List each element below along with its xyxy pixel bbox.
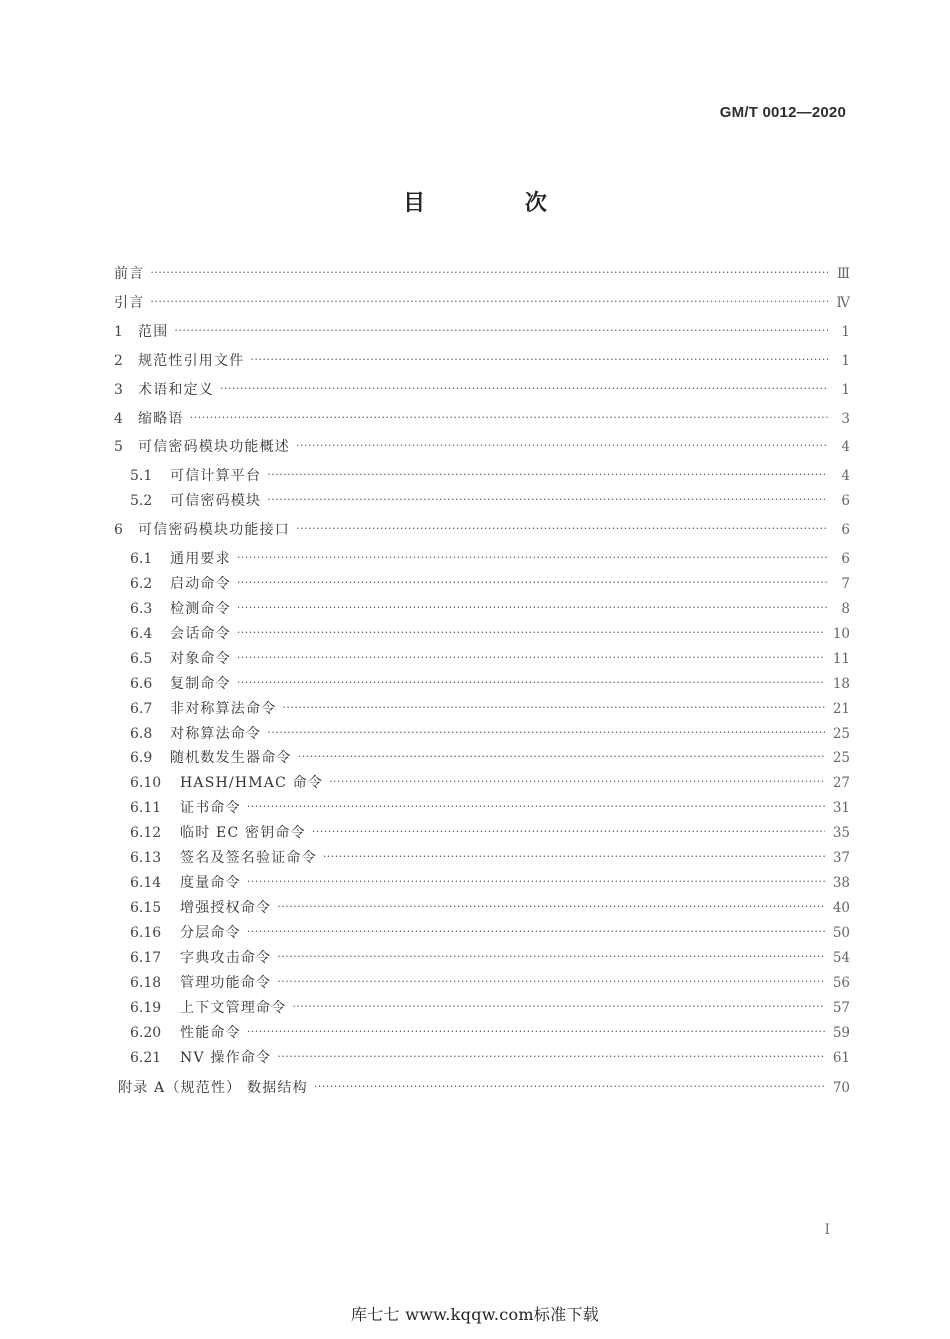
dot-leader — [247, 1025, 825, 1038]
toc-entry-number: 6.2 — [130, 576, 153, 592]
page-title: 目 次 — [403, 191, 593, 216]
toc-entry-number: 4 — [114, 411, 123, 427]
toc-entry-number: 3 — [114, 382, 123, 398]
toc-entry-label: 对象命令 — [170, 651, 231, 667]
toc-entry-number: 6.20 — [130, 1025, 162, 1041]
toc-entry-5-1[interactable] — [0, 465, 850, 487]
toc-entry-number: 6.6 — [130, 676, 153, 692]
dot-leader — [277, 1050, 825, 1063]
toc-entry-number: 2 — [114, 353, 123, 369]
toc-entry-number: 6.5 — [130, 651, 153, 667]
toc-entry-page: Ⅲ — [836, 266, 850, 282]
dot-leader — [277, 975, 825, 988]
toc-entry-label: 术语和定义 — [138, 382, 214, 398]
toc-entry-number: 6.21 — [130, 1050, 162, 1066]
toc-entry-number: 6.1 — [130, 551, 153, 567]
toc-entry-appendix-a[interactable] — [0, 1077, 850, 1099]
toc-entry-number: 6.19 — [130, 1000, 162, 1016]
toc-entry-2[interactable] — [0, 350, 850, 372]
toc-entry-6-9[interactable] — [0, 747, 850, 769]
dot-leader — [312, 825, 825, 838]
toc-entry-label: 缩略语 — [138, 411, 184, 427]
toc-entry-number: 6.3 — [130, 601, 153, 617]
toc-entry-number: 6.10 — [130, 775, 162, 791]
toc-entry-label: 性能命令 — [180, 1025, 241, 1041]
toc-entry-number: 5 — [114, 439, 123, 455]
toc-entry-label: 可信密码模块 — [170, 493, 262, 509]
toc-entry-4[interactable] — [0, 408, 850, 430]
dot-leader — [174, 324, 828, 337]
toc-entry-page: 1 — [841, 382, 850, 398]
toc-entry-label: 管理功能命令 — [180, 975, 272, 991]
dot-leader — [190, 411, 828, 424]
toc-entry-label: 非对称算法命令 — [170, 701, 277, 717]
toc-entry-page: 4 — [841, 468, 850, 484]
toc-entry-page: 11 — [832, 651, 850, 667]
toc-entry-6-1[interactable] — [0, 548, 850, 570]
dot-leader — [237, 601, 828, 614]
toc-entry-6-19[interactable] — [0, 997, 850, 1019]
dot-leader — [237, 676, 825, 689]
toc-entry-page: 18 — [832, 676, 850, 692]
toc-entry-number: 6.13 — [130, 850, 162, 866]
toc-entry-label: 上下文管理命令 — [180, 1000, 287, 1016]
toc-entry-number: 6.17 — [130, 950, 162, 966]
toc-entry-page: 3 — [841, 411, 850, 427]
toc-entry-label: NV 操作命令 — [180, 1050, 272, 1066]
toc-entry-page: 57 — [832, 1000, 850, 1016]
toc-entry-page: 8 — [841, 601, 850, 617]
toc-entry-6-20[interactable] — [0, 1022, 850, 1044]
toc-entry-label: 度量命令 — [180, 875, 241, 891]
dot-leader — [277, 900, 825, 913]
toc-entry-page: 38 — [832, 875, 850, 891]
toc-entry-page: 59 — [832, 1025, 850, 1041]
dot-leader — [277, 950, 825, 963]
toc-entry-label: 对称算法命令 — [170, 726, 262, 742]
toc-entry-page: 6 — [841, 551, 850, 567]
toc-entry-label: 签名及签名验证命令 — [180, 850, 317, 866]
toc-entry-page: 61 — [832, 1050, 850, 1066]
dot-leader — [237, 551, 828, 564]
toc-entry-label: 字典攻击命令 — [180, 950, 272, 966]
toc-entry-page: 1 — [841, 324, 850, 340]
toc-entry-6-6[interactable] — [0, 673, 850, 695]
dot-leader — [247, 800, 825, 813]
toc-entry-number: 6.15 — [130, 900, 162, 916]
toc-entry-label: 随机数发生器命令 — [170, 750, 292, 766]
standard-code: GM/T 0012—2020 — [719, 104, 846, 121]
toc-entry-number: 6.7 — [130, 701, 153, 717]
toc-entry-6-15[interactable] — [0, 897, 850, 919]
dot-leader — [150, 266, 828, 279]
dot-leader — [150, 295, 828, 308]
toc-entry-page: 21 — [832, 701, 850, 717]
dot-leader — [220, 382, 828, 395]
dot-leader — [237, 651, 825, 664]
toc-entry-page: 7 — [841, 576, 850, 592]
toc-entry-page: 1 — [841, 353, 850, 369]
toc-entry-6-17[interactable] — [0, 947, 850, 969]
dot-leader — [282, 701, 824, 714]
page-number: I — [824, 1222, 830, 1238]
toc-entry-page: 27 — [832, 775, 850, 791]
toc-entry-label: 检测命令 — [170, 601, 231, 617]
toc-entry-page: 37 — [832, 850, 850, 866]
toc-entry-number: 6 — [114, 522, 123, 538]
toc-entry-label: 通用要求 — [170, 551, 231, 567]
toc-entry-label: 附录 A（规范性） 数据结构 — [118, 1080, 308, 1096]
dot-leader — [247, 875, 825, 888]
toc-entry-number: 6.14 — [130, 875, 162, 891]
toc-entry-1[interactable] — [0, 321, 850, 343]
toc-entry-6-21[interactable] — [0, 1047, 850, 1069]
toc-entry-page: 40 — [832, 900, 850, 916]
toc-entry-page: 50 — [832, 925, 850, 941]
dot-leader — [247, 925, 825, 938]
toc-entry-label: 范围 — [138, 324, 169, 340]
dot-leader — [250, 353, 828, 366]
toc-entry-page: 54 — [832, 950, 850, 966]
toc-entry-6-14[interactable] — [0, 872, 850, 894]
toc-entry-number: 6.12 — [130, 825, 162, 841]
toc-entry-label: 规范性引用文件 — [138, 353, 245, 369]
dot-leader — [237, 576, 828, 589]
toc-entry-label: 增强授权命令 — [180, 900, 272, 916]
dot-leader — [296, 522, 828, 535]
toc-entry-number: 5.2 — [130, 493, 153, 509]
toc-entry-3[interactable] — [0, 379, 850, 401]
toc-entry-6-16[interactable] — [0, 922, 850, 944]
toc-entry-6-10[interactable] — [0, 772, 850, 794]
toc-entry-number: 5.1 — [130, 468, 153, 484]
toc-entry-6-18[interactable] — [0, 972, 850, 994]
toc-entry-6-12[interactable] — [0, 822, 850, 844]
toc-entry-page: 25 — [832, 726, 850, 742]
toc-entry-preface[interactable] — [0, 263, 850, 285]
dot-leader — [329, 775, 825, 788]
dot-leader — [292, 1000, 824, 1013]
toc-entry-page: 10 — [832, 626, 850, 642]
dot-leader — [323, 850, 825, 863]
toc-entry-6-2[interactable] — [0, 573, 850, 595]
toc-entry-label: 启动命令 — [170, 576, 231, 592]
toc-entry-label: HASH/HMAC 命令 — [180, 775, 324, 791]
dot-leader — [296, 439, 828, 452]
toc-entry-label: 会话命令 — [170, 626, 231, 642]
toc-entry-number: 6.18 — [130, 975, 162, 991]
toc-entry-label: 可信计算平台 — [170, 468, 262, 484]
toc-entry-label: 证书命令 — [180, 800, 241, 816]
watermark-footer: 库七七 www.kqqw.com标准下载 — [350, 1305, 600, 1324]
toc-entry-label: 前言 — [114, 266, 145, 282]
toc-entry-6-11[interactable] — [0, 797, 850, 819]
dot-leader — [267, 493, 828, 506]
toc-entry-6-4[interactable] — [0, 623, 850, 645]
toc-entry-5-2[interactable] — [0, 490, 850, 512]
toc-entry-label: 临时 EC 密钥命令 — [180, 825, 306, 841]
toc-entry-number: 6.11 — [130, 800, 162, 816]
toc-entry-6-3[interactable] — [0, 598, 850, 620]
toc-entry-6-5[interactable] — [0, 648, 850, 670]
toc-entry-6-13[interactable] — [0, 847, 850, 869]
dot-leader — [237, 626, 825, 639]
toc-entry-page: 6 — [841, 493, 850, 509]
toc-entry-page: Ⅳ — [836, 295, 850, 311]
toc-entry-label: 分层命令 — [180, 925, 241, 941]
toc-entry-number: 6.4 — [130, 626, 153, 642]
toc-entry-page: 25 — [832, 750, 850, 766]
toc-entry-page: 31 — [832, 800, 850, 816]
toc-entry-page: 35 — [832, 825, 850, 841]
toc-entry-6-8[interactable] — [0, 723, 850, 745]
toc-entry-number: 6.9 — [130, 750, 153, 766]
toc-entry-number: 6.8 — [130, 726, 153, 742]
toc-entry-page: 70 — [832, 1080, 850, 1096]
toc-entry-page: 56 — [832, 975, 850, 991]
toc-entry-6[interactable] — [0, 519, 850, 541]
toc-entry-label: 可信密码模块功能接口 — [138, 522, 290, 538]
toc-entry-5[interactable] — [0, 436, 850, 458]
dot-leader — [267, 468, 828, 481]
dot-leader — [267, 726, 825, 739]
toc-entry-label: 引言 — [114, 295, 145, 311]
toc-entry-introduction[interactable] — [0, 292, 850, 314]
toc-entry-page: 6 — [841, 522, 850, 538]
toc-entry-6-7[interactable] — [0, 698, 850, 720]
dot-leader — [298, 750, 825, 763]
toc-entry-label: 复制命令 — [170, 676, 231, 692]
toc-entry-number: 1 — [114, 324, 123, 340]
toc-entry-label: 可信密码模块功能概述 — [138, 439, 290, 455]
toc-entry-page: 4 — [841, 439, 850, 455]
toc-entry-number: 6.16 — [130, 925, 162, 941]
dot-leader — [314, 1080, 825, 1093]
